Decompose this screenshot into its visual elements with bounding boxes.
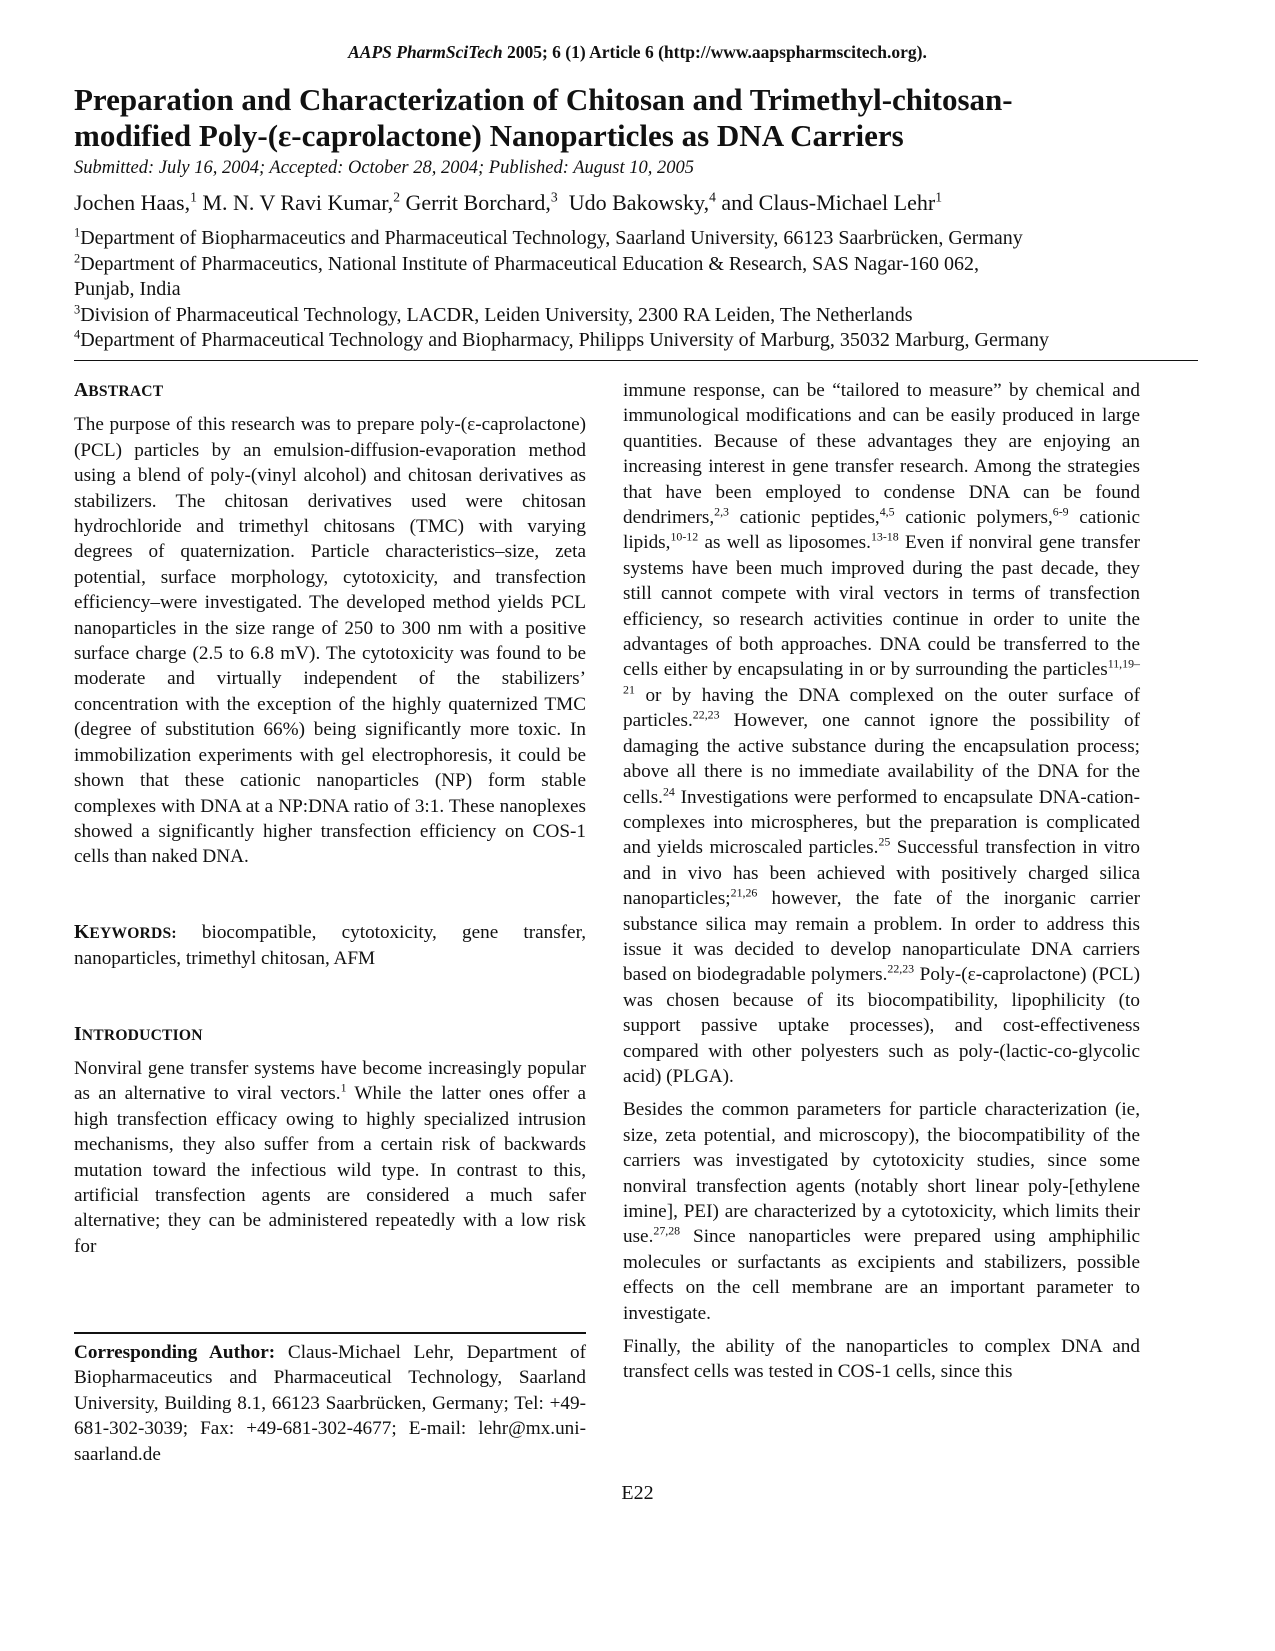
journal-citation: 2005; 6 (1) Article 6 (http://www.aapspharmscitech.org).	[502, 42, 927, 62]
affiliation-marker: 3	[74, 301, 81, 316]
abstract-heading: ABSTRACT	[74, 380, 164, 401]
page-number: E22	[621, 1482, 654, 1504]
citation-marker: 24	[662, 784, 675, 799]
title-line-1: Preparation and Characterization of Chitosan and Trimethyl-chitosan-	[74, 82, 1013, 117]
affiliation-text: Department of Pharmaceutics, National Institute of Pharmaceutical Education & Research, SAS Nagar-160 062,	[80, 252, 979, 275]
body-text: cationic polymers,	[894, 507, 1053, 529]
author-name: Udo Bakowsky,	[557, 190, 710, 215]
body-text: Successful transfection in vitro and in vivo has been achieved with positively charged silica nanoparticles;	[623, 837, 1140, 910]
corresponding-author	[74, 1340, 586, 1467]
author-affil-marker: 1	[190, 189, 197, 205]
citation-marker: 25	[878, 834, 891, 849]
body-text: or by having the DNA complexed on the outer surface of particles.	[623, 684, 1140, 732]
title-line-2: modified Poly-(ε-caprolactone) Nanoparticles as DNA Carriers	[74, 118, 904, 153]
introduction-heading: INTRODUCTION	[74, 1023, 203, 1045]
affiliation-marker: 1	[74, 225, 81, 240]
citation-marker: 22,23	[692, 707, 720, 722]
author-name: Jochen Haas,	[74, 190, 191, 215]
author-name: Gerrit Borchard,	[400, 190, 551, 215]
affiliation-text: Department of Pharmaceutical Technology and Biopharmacy, Philipps University of Marburg, 35032 Marburg, Germany	[80, 329, 1049, 351]
affiliation-text: Punjab, India	[74, 278, 181, 300]
citation-marker: 21,26	[730, 885, 758, 900]
author-affil-marker: 2	[393, 189, 401, 205]
citation-marker: 2,3	[714, 504, 729, 519]
journal-name: AAPS PharmSciTech	[348, 42, 503, 62]
body-text: Poly-(ε-caprolactone) (PCL) was chosen because of its biocompatibility, lipophilicity (to support passive uptake processes), and cost-effectiveness compared with other polyesters such as poly-(lactic-co-glycolic acid) (PLGA).	[623, 964, 1140, 1087]
body-paragraph	[623, 378, 1140, 1089]
body-text: Besides the common parameters for particle characterization (ie, size, zeta potential, and microscopy), the biocompatibility of the carriers was investigated by cytotoxicity studies, since some nonviral transfection agents (notably short linear poly-[ethylene imine], PEI) are characterized by a cytotoxicity, which limits their use.	[623, 1099, 1140, 1248]
body-paragraph	[623, 1097, 1140, 1326]
right-column	[623, 378, 1140, 1385]
body-text: Even if nonviral gene transfer systems have been much improved during the past decade, they still cannot compete with viral vectors in terms of transfection efficiency, so research activities continue in order to unite the advantages of both approaches. DNA could be transferred to the cells either by encapsulating in or by surrounding the particles	[623, 532, 1140, 681]
citation-marker: 11,19–21	[623, 657, 1140, 697]
article-title	[74, 82, 1194, 154]
affiliation-marker: 4	[74, 327, 81, 342]
body-text: cationic peptides,	[729, 507, 880, 529]
header-divider	[74, 360, 1198, 361]
body-paragraph	[623, 1334, 1140, 1385]
body-text: immune response, can be “tailored to measure” by chemical and immunological modifications and can be easily produced in large quantities. Because of these advantages they are enjoying an increasing interest in gene transfer research. Among the strategies that have been employed to condense DNA can be found dendrimers,	[623, 380, 1140, 529]
body-text: Investigations were performed to encapsulate DNA-cation-complexes into microspheres, but the preparation is complicated and yields microscaled particles.	[623, 786, 1140, 859]
citation-marker: 22,23	[887, 961, 915, 976]
affiliation	[74, 303, 1204, 329]
affiliation-text: Division of Pharmaceutical Technology, LACDR, Leiden University, 2300 RA Leiden, The Netherlands	[80, 303, 913, 326]
body-text: cationic lipids,	[623, 507, 1140, 554]
affiliations	[74, 226, 1204, 354]
affiliation	[74, 277, 1204, 303]
body-text: Since nanoparticles were prepared using amphiphilic molecules or surfactants as excipients and stabilizers, possible effects on the cell membrane are an important parameter to investigate.	[623, 1226, 1140, 1324]
left-column	[74, 378, 586, 1259]
corresponding-label: Corresponding Author:	[74, 1342, 276, 1363]
author-affil-marker: 3	[550, 189, 558, 205]
body-text: However, one cannot ignore the possibility of damaging the active substance during the encapsulation process; above all there is no immediate availability of the DNA for the cells.	[623, 710, 1140, 808]
author-name: and Claus-Michael Lehr	[715, 190, 936, 215]
citation-marker: 27,28	[653, 1224, 681, 1239]
corresponding-text: Claus-Michael Lehr, Department of Biopharmaceutics and Pharmaceutical Technology, Saarland University, Building 8.1, 66123 Saarbrücken, Germany; Tel: +49-681-302-3039; Fax: +49-681-302-4677; E-mail: lehr@mx.uni-saarland.de	[74, 1342, 587, 1465]
keywords-text: biocompatible, cytotoxicity, gene transfer, nanoparticles, trimethyl chitosan, AFM	[74, 921, 586, 970]
author-name: M. N. V Ravi Kumar,	[196, 190, 394, 215]
author-affil-marker: 1	[935, 189, 943, 205]
body-text: as well as liposomes.	[698, 532, 871, 554]
keywords	[74, 920, 586, 972]
abstract-text: The purpose of this research was to prepare poly-(ε-caprolactone) (PCL) particles by an emulsion-diffusion-evaporation method using a blend of poly-(vinyl alcohol) and chitosan derivatives as stabilizers. The chitosan derivatives used were chitosan hydrochloride and trimethyl chitosans (TMC) with varying degrees of quaternization. Particle characteristics–size, zeta potential, surface morphology, cytotoxicity, and transfection efficiency–were investigated. The developed method yields PCL nanoparticles in the size range of 250 to 300 nm with a positive surface charge (2.5 to 6.8 mV). The cytotoxicity was found to be moderate and virtually independent of the stabilizers’ concentration with the exception of the highly quaternized TMC (degree of substitution 66%) being significantly more toxic. In immobilization experiments with gel electrophoresis, it could be shown that these cationic nanoparticles (NP) form stable complexes with DNA at a NP:DNA ratio of 3:1. These nanoplexes showed a significantly higher transfection efficiency on COS-1 cells than naked DNA.	[74, 414, 586, 868]
body-text: however, the fate of the inorganic carrier substance silica may remain a problem. In order to address this issue it was decided to develop nanoparticulate DNA carriers based on biodegradable polymers.	[623, 888, 1140, 986]
introduction-paragraph: Nonviral gene transfer systems have become increasingly popular as an alternative to viral vectors.$^1$ While the latter ones offer a high transfection efficacy owing to highly specialized intrusion mechanisms, they also suffer from a certain risk of backwards mutation toward the infectious wild type. In contrast to this, artificial transfection agents are considered a much safer alternative; they can be administered repeatedly with a low risk for	[74, 1057, 586, 1257]
author-list	[74, 190, 942, 216]
affiliation	[74, 328, 1204, 354]
author-affil-marker: 4	[709, 189, 716, 205]
affiliation-marker: 2	[74, 250, 81, 265]
body-text: Finally, the ability of the nanoparticles to complex DNA and transfect cells was tested in COS-1 cells, since this	[623, 1336, 1140, 1383]
keywords-heading: KEYWORDS:	[74, 921, 177, 943]
citation-marker: 4,5	[879, 504, 895, 519]
running-head	[0, 42, 1275, 63]
footnote-divider	[74, 1332, 586, 1334]
publication-dates: Submitted: July 16, 2004; Accepted: October 28, 2004; Published: August 10, 2005	[74, 158, 694, 178]
citation-marker: 6-9	[1052, 504, 1069, 519]
affiliation-text: Department of Biopharmaceutics and Pharmaceutical Technology, Saarland University, 66123 Saarbrücken, Germany	[80, 227, 1023, 249]
citation-marker: 10-12	[670, 530, 699, 545]
citation-marker: 1	[340, 1080, 347, 1095]
citation-marker: 13-18	[870, 530, 899, 545]
affiliation	[74, 252, 1204, 278]
affiliation	[74, 226, 1204, 252]
